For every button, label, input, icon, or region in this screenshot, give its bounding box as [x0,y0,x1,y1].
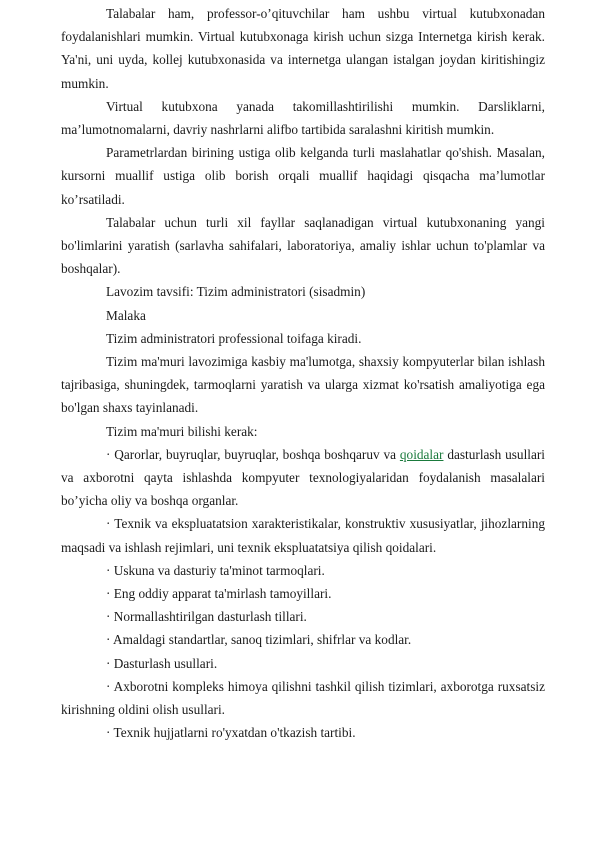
list-item-technical-characteristics: · Texnik va ekspluatatsion xarakteristikalar, konstruktiv xususiyatlar, jihozlarning maqsadi va ishlash rejimlari, uni texnik ekspluatatsiya qilish qoidalari. [61,516,545,555]
list-item-repair-principles: · Eng oddiy apparat ta'mirlash tamoyillari. [106,586,332,602]
list-item-programming-methods: · Dasturlash usullari. [106,655,218,671]
paragraph-new-sections: Talabalar uchun turli xil fayllar saqlanadigan virtual kutubxonaning yangi bo'limlarini yaratish (sarlavha sahifalari, laboratoriya, amaliy ishlar uchun to'plamlar va boshqalar). [61,214,545,277]
paragraph-virtual-library-access: Talabalar ham, professor-o’qituvchilar ham ushbu virtual kutubxonadan foydalanishlari mumkin. Virtual kutubxonaga kirish uchun sizga Internetga kirish kerak. Ya'ni, uni uyda, kollej kutubxonasida va internetga ulangan istalgan joydan kiritishingiz mumkin. [61,6,545,91]
list-item-text: dasturlash usullari va axborotni qayta ishlashda kompyuter texnologiyalaridan foydalanish masalalari bo’yicha oliy va boshqa organlar. [61,446,545,509]
list-item-standards: · Amaldagi standartlar, sanoq tizimlari, shifrlar va kodlar. [106,632,412,648]
list-item-hardware-software: · Uskuna va dasturiy ta'minot tarmoqlari. [106,562,325,578]
document-page [61,0,545,745]
paragraph-qualification-heading: Malaka [106,307,146,323]
list-item-technical-documents: · Texnik hujjatlarni ro'yxatdan o'tkazish tartibi. [106,725,356,741]
list-item-text: · Qarorlar, buyruqlar, buyruqlar, boshqa boshqaruv va [106,446,400,462]
paragraph-professional-category: Tizim administratori professional toifaga kiradi. [106,330,362,346]
qoidalar-link[interactable]: qoidalar [399,446,444,462]
paragraph-must-know: Tizim ma'muri bilishi kerak: [106,423,258,439]
list-item-decisions [61,443,545,513]
paragraph-library-improvement: Virtual kutubxona yanada takomillashtirilishi mumkin. Darsliklarni, ma’lumotnomalarni, davriy nashrlarni alifbo tartibida saralashni kiritish mumkin. [61,98,545,138]
list-item-programming-languages: · Normallashtirilgan dasturlash tillari. [106,609,307,625]
paragraph-tooltips: Parametrlardan birining ustiga olib kelganda turli maslahatlar qo'shish. Masalan, kursorni muallif ustiga olib borish orqali muallif haqidagi qisqacha ma’lumotlar ko’rsatiladi. [61,145,545,207]
paragraph-job-description: Lavozim tavsifi: Tizim administratori (sisadmin) [106,284,366,300]
paragraph-appointment-requirements: Tizim ma'muri lavozimiga kasbiy ma'lumotga, shaxsiy kompyuterlar bilan ishlash tajribasiga, shuningdek, tarmoqlarni yaratish va ularga xizmat ko'rsatish amaliyotiga ega bo'lgan shaxs tayinlanadi. [61,354,545,416]
list-item-information-protection: · Axborotni kompleks himoya qilishni tashkil qilish tizimlari, axborotga ruxsatsiz kirishning oldini olish usullari. [61,678,545,718]
